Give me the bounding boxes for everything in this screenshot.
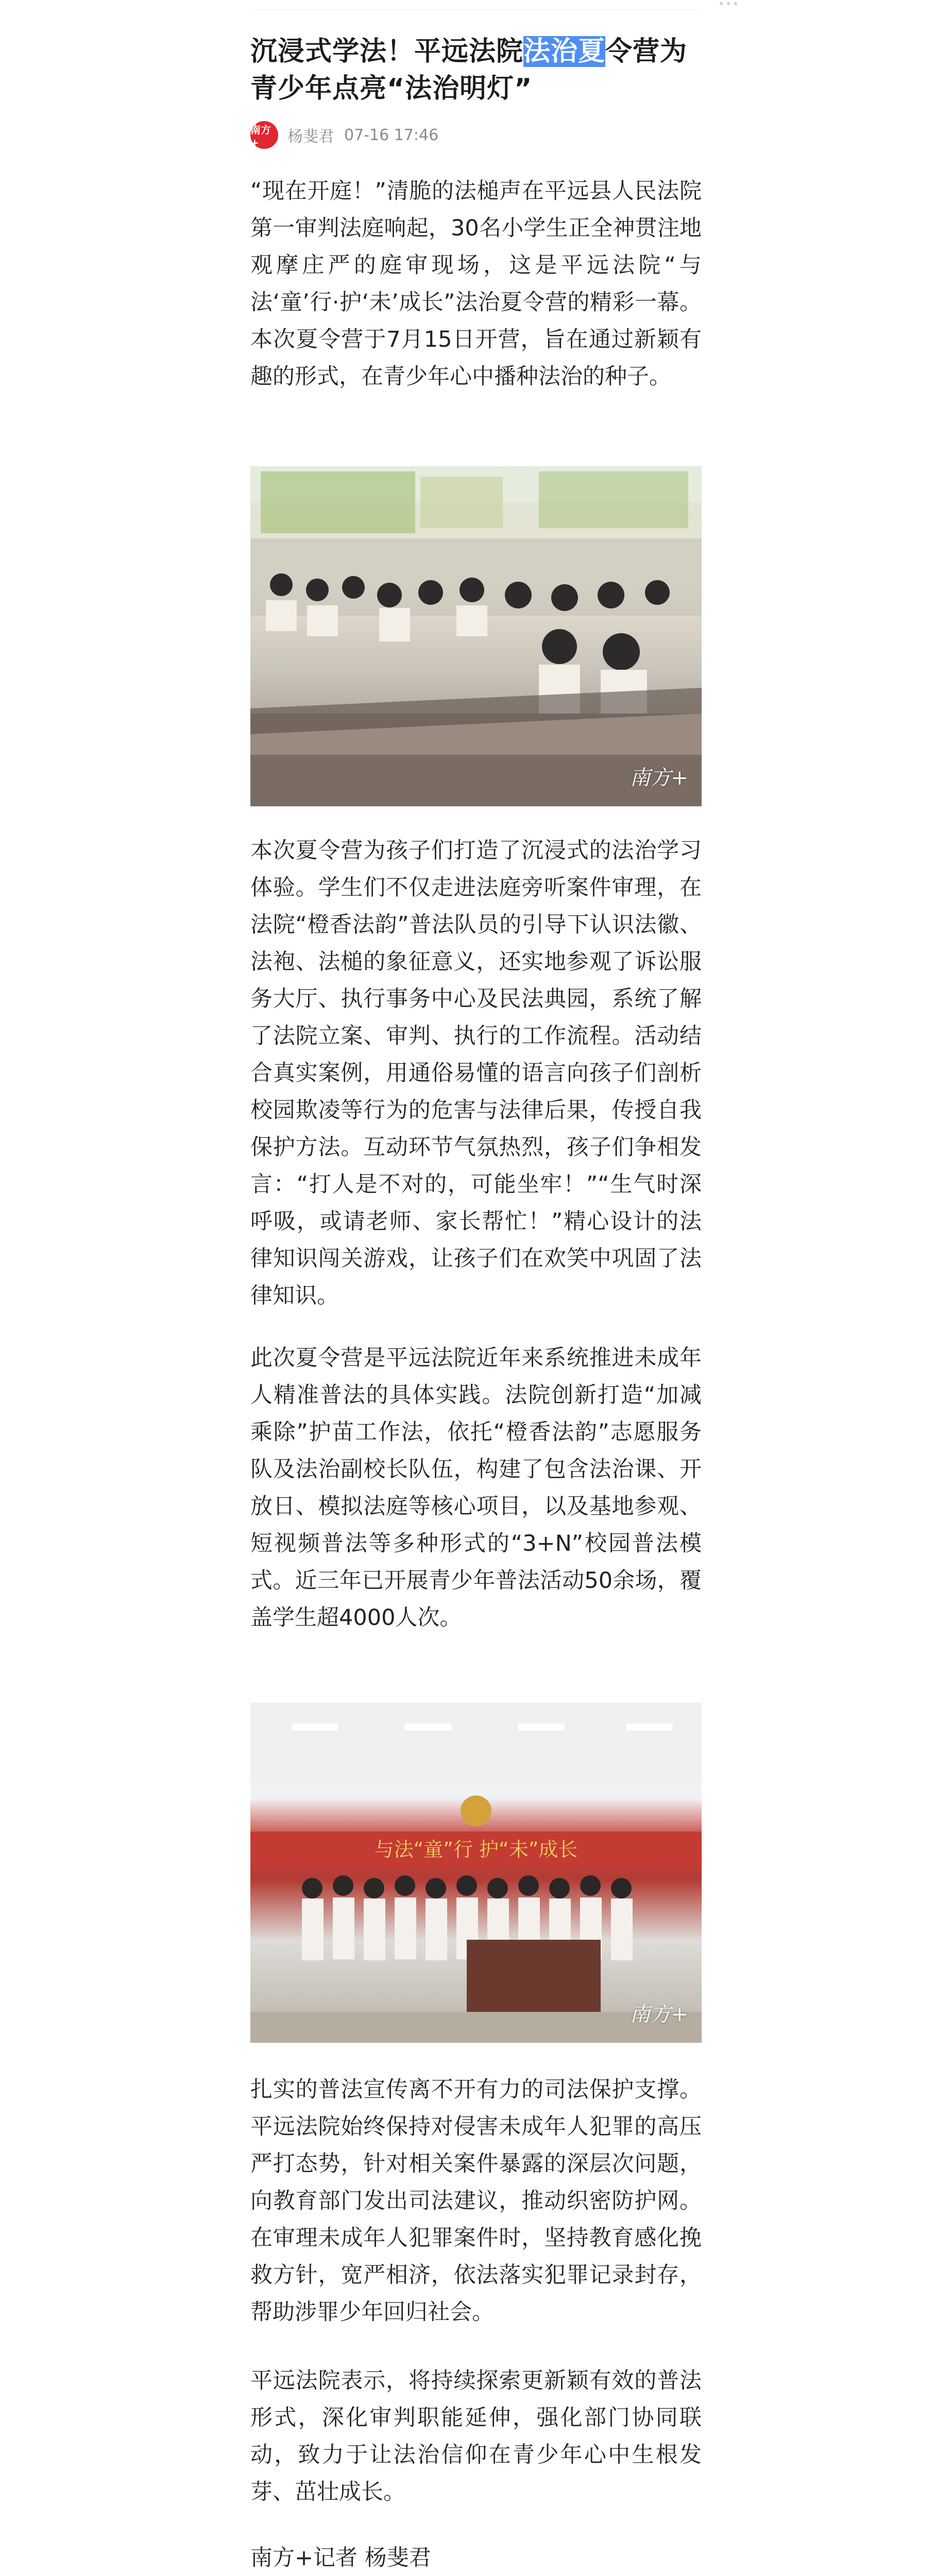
title-highlight: 法治夏: [523, 36, 606, 67]
article-image-courtroom-students[interactable]: [250, 466, 702, 806]
paragraph-3: 此次夏令营是平远法院近年来系统推进未成年人精准普法的具体实践。法院创新打造“加减乘除”护苗工作法，依托“橙香法韵”志愿服务队及法治副校长队伍，构建了包含法治课、开放日、模拟法庭等核心项目，以及基地参观、短视频普法等多种形式的“3+N”校园普法模式。近三年已开展青少年普法活动50余场，覆盖学生超4000人次。: [250, 1345, 702, 1631]
title-part-3: 令营为青少年点亮“法治明灯”: [250, 36, 688, 104]
image-watermark: 南方+: [630, 2003, 688, 2026]
reporter-line: 南方+记者 杨斐君: [250, 2545, 431, 2571]
paragraph-4: 扎实的普法宣传离不开有力的司法保护支撑。平远法院始终保持对侵害未成年人犯罪的高压严打态势，针对相关案件暴露的深层次问题，向教育部门发出司法建议，推动织密防护网。在审理未成年人犯罪案件时，坚持教育感化挽救方针，宽严相济，依法落实犯罪记录封存，帮助涉罪少年回归社会。: [250, 2077, 702, 2325]
page-indicator: [718, 2, 739, 6]
title-part-1: 沉浸式学法！平远法院: [250, 36, 524, 67]
article-author[interactable]: 杨斐君: [287, 128, 334, 146]
classroom-photo: [250, 466, 702, 806]
image-watermark: 南方+: [630, 766, 688, 790]
group-photo: [250, 1703, 702, 2043]
paragraph-1: “现在开庭！”清脆的法槌声在平远县人民法院第一审判法庭响起，30名小学生正全神贯注地观摩庄严的庭审现场，这是平远法院“与法‘童’行·护‘未’成长”法治夏令营的精彩一幕。本次夏令营于7月15日开营，旨在通过新颖有趣的形式，在青少年心中播种法治的种子。: [250, 178, 702, 389]
paragraph-5: 平远法院表示，将持续探索更新颖有效的普法形式，深化审判职能延伸，强化部门协同联动，致力于让法治信仰在青少年心中生根发芽、茁壮成长。: [250, 2368, 702, 2505]
article-image-group-photo[interactable]: [250, 1703, 702, 2043]
publish-time: 07-16 17:46: [344, 126, 439, 144]
paragraph-2: 本次夏令营为孩子们打造了沉浸式的法治学习体验。学生们不仅走进法庭旁听案件审理，在法院“橙香法韵”普法队员的引导下认识法徽、法袍、法槌的象征意义，还实地参观了诉讼服务大厅、执行事务中心及民法典园，系统了解了法院立案、审判、执行的工作流程。活动结合真实案例，用通俗易懂的语言向孩子们剖析校园欺凌等行为的危害与法律后果，传授自我保护方法。互动环节气氛热烈，孩子们争相发言：“打人是不对的，可能坐牢！”“生气时深呼吸，或请老师、家长帮忙！”精心设计的法律知识闯关游戏，让孩子们在欢笑中巩固了法律知识。: [250, 838, 702, 1309]
banner-text: 与法“童”行 护“未”成长: [374, 1838, 578, 1861]
article-meta: [250, 120, 702, 150]
top-bar: [252, 0, 700, 10]
publisher-logo-icon: 南方+: [250, 121, 278, 149]
article-title: [250, 33, 702, 107]
